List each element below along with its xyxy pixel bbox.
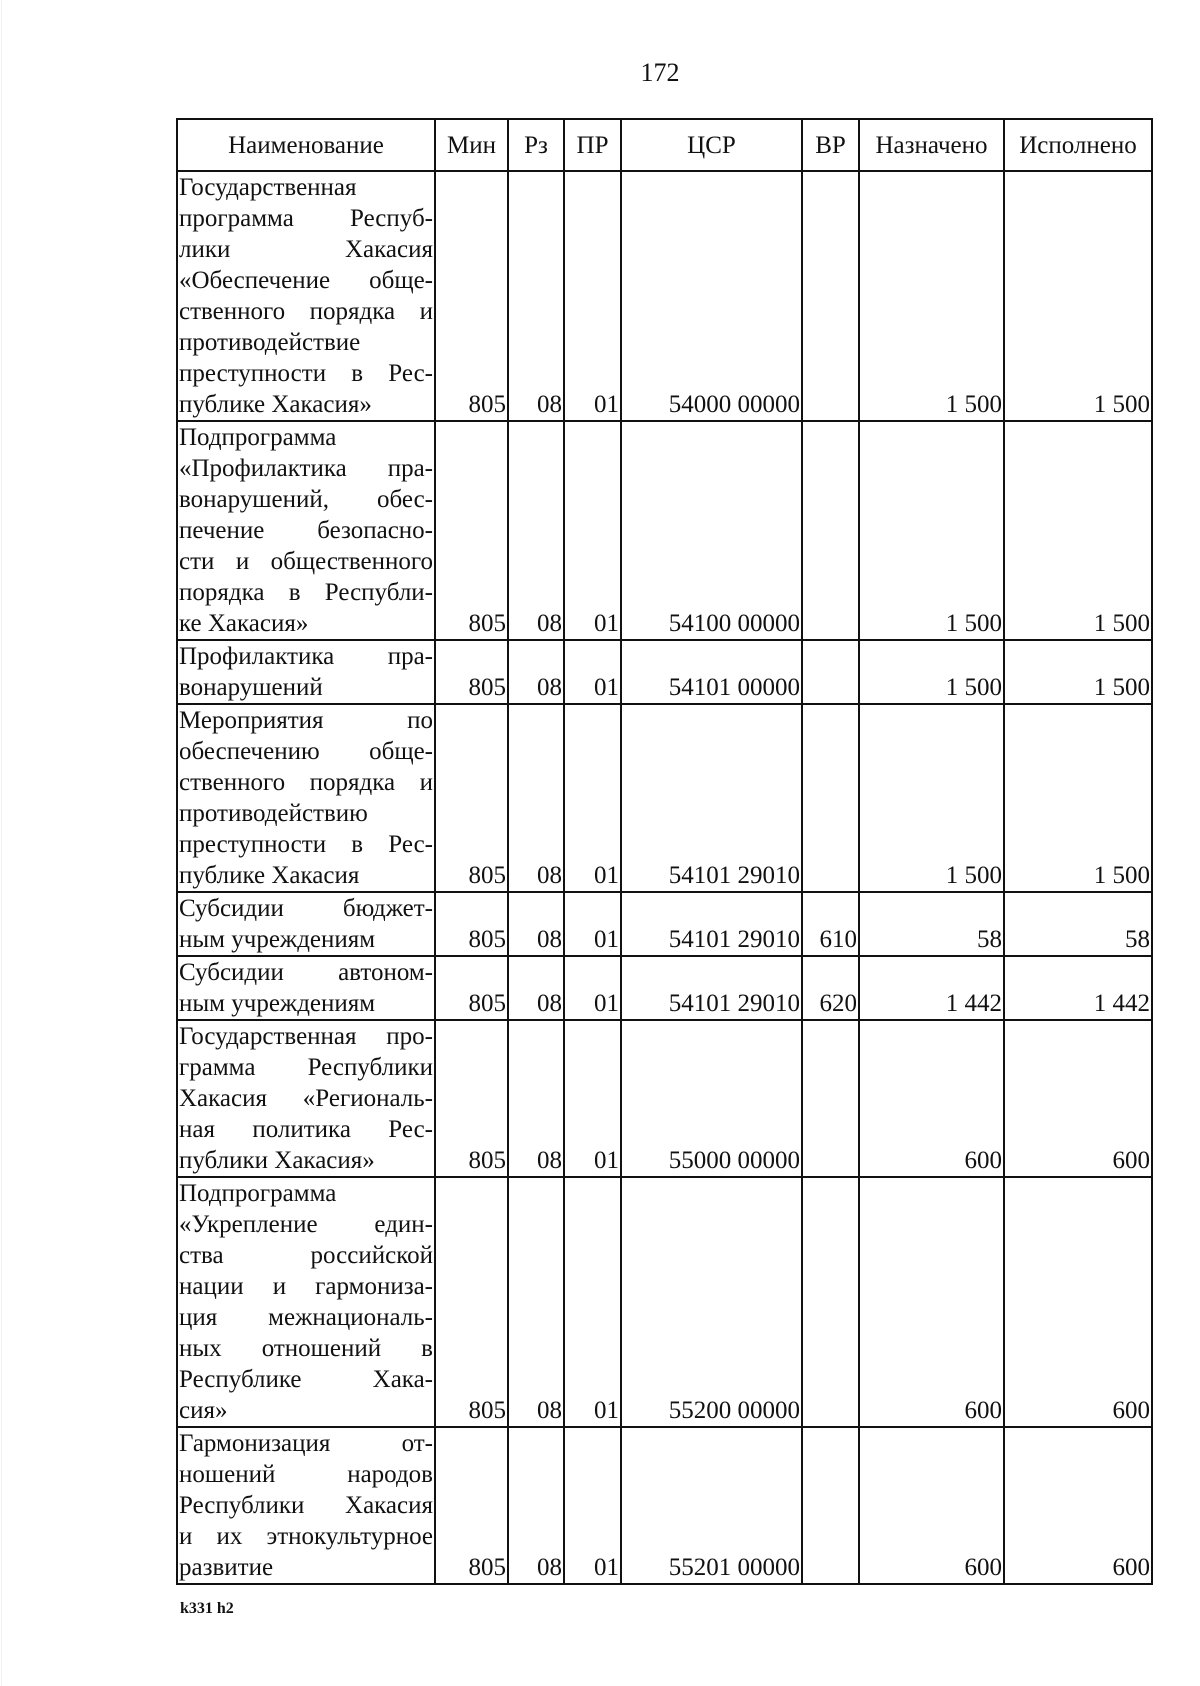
row-pr-cell: 01 <box>564 421 621 640</box>
row-name-line: Государственная <box>179 174 357 201</box>
row-pr-cell: 01 <box>564 892 621 956</box>
row-name-line: Республике Хака- <box>179 1366 433 1393</box>
row-vr-cell <box>802 1020 859 1177</box>
row-csr-cell: 54101 00000 <box>621 640 802 704</box>
header-pr: ПР <box>564 119 621 171</box>
row-rz-cell: 08 <box>508 1020 564 1177</box>
row-name-line: порядка в Республи- <box>179 579 433 606</box>
row-name-cell <box>177 640 435 704</box>
row-name-line: «Обеспечение обще- <box>179 267 433 294</box>
row-name-line: программа Респуб- <box>179 205 433 232</box>
row-rz-cell: 08 <box>508 640 564 704</box>
row-executed-cell: 1 500 <box>1004 640 1152 704</box>
row-name-line: Гармонизация от- <box>179 1430 433 1457</box>
row-pr-cell: 01 <box>564 640 621 704</box>
row-vr-cell <box>802 704 859 892</box>
row-name-line: ция межнациональ- <box>179 1304 433 1331</box>
row-name-line: Хакасия «Региональ- <box>179 1085 433 1112</box>
row-name-line: ственного порядка и <box>179 298 433 325</box>
row-name-line: сти и общественного <box>179 548 433 575</box>
row-name-line: ственного порядка и <box>179 769 433 796</box>
row-min-cell: 805 <box>435 956 508 1020</box>
table-row <box>177 1177 1152 1427</box>
row-name-line: обеспечению обще- <box>179 738 433 765</box>
table-row <box>177 421 1152 640</box>
row-name-line: вонарушений <box>179 674 323 701</box>
row-name-line: Профилактика пра- <box>179 643 433 670</box>
header-assigned: Назначено <box>859 119 1004 171</box>
table-row <box>177 1427 1152 1584</box>
row-min-cell: 805 <box>435 892 508 956</box>
row-vr-cell <box>802 1177 859 1427</box>
row-rz-cell: 08 <box>508 892 564 956</box>
row-name-line: противодействию <box>179 800 368 827</box>
row-name-cell <box>177 956 435 1020</box>
row-name-line: вонарушений, обес- <box>179 486 433 513</box>
row-vr-cell <box>802 171 859 421</box>
row-csr-cell: 54101 29010 <box>621 956 802 1020</box>
table-row <box>177 892 1152 956</box>
row-min-cell: 805 <box>435 171 508 421</box>
row-csr-cell: 55200 00000 <box>621 1177 802 1427</box>
header-vr: ВР <box>802 119 859 171</box>
row-assigned-cell: 1 500 <box>859 640 1004 704</box>
row-pr-cell: 01 <box>564 1427 621 1584</box>
row-name-line: ная политика Рес- <box>179 1116 433 1143</box>
row-pr-cell: 01 <box>564 956 621 1020</box>
row-csr-cell: 54101 29010 <box>621 892 802 956</box>
row-assigned-cell: 600 <box>859 1427 1004 1584</box>
row-csr-cell: 54101 29010 <box>621 704 802 892</box>
row-pr-cell: 01 <box>564 1020 621 1177</box>
row-pr-cell: 01 <box>564 1177 621 1427</box>
row-executed-cell: 58 <box>1004 892 1152 956</box>
row-vr-cell: 610 <box>802 892 859 956</box>
row-executed-cell: 1 500 <box>1004 421 1152 640</box>
row-min-cell: 805 <box>435 1177 508 1427</box>
row-assigned-cell: 600 <box>859 1177 1004 1427</box>
row-rz-cell: 08 <box>508 1177 564 1427</box>
table-header-row <box>177 119 1152 171</box>
row-name-line: публике Хакасия <box>179 862 360 889</box>
row-name-line: Мероприятия по <box>179 707 433 734</box>
row-executed-cell: 1 500 <box>1004 171 1152 421</box>
row-name-line: ным учреждениям <box>179 990 376 1017</box>
table-row <box>177 956 1152 1020</box>
row-executed-cell: 600 <box>1004 1020 1152 1177</box>
table-body <box>177 171 1152 1584</box>
row-executed-cell: 1 442 <box>1004 956 1152 1020</box>
row-csr-cell: 55201 00000 <box>621 1427 802 1584</box>
row-name-cell <box>177 1177 435 1427</box>
row-min-cell: 805 <box>435 1020 508 1177</box>
row-name-cell <box>177 171 435 421</box>
row-min-cell: 805 <box>435 421 508 640</box>
header-csr: ЦСР <box>621 119 802 171</box>
row-min-cell: 805 <box>435 640 508 704</box>
row-vr-cell: 620 <box>802 956 859 1020</box>
row-assigned-cell: 1 500 <box>859 421 1004 640</box>
footer-code: k331 h2 <box>180 1600 234 1617</box>
table-row <box>177 640 1152 704</box>
row-rz-cell: 08 <box>508 1427 564 1584</box>
row-name-line: Субсидии бюджет- <box>179 895 433 922</box>
table-row <box>177 171 1152 421</box>
row-name-line: Государственная про- <box>179 1023 433 1050</box>
row-rz-cell: 08 <box>508 956 564 1020</box>
row-assigned-cell: 1 500 <box>859 171 1004 421</box>
header-name: Наименование <box>177 119 435 171</box>
row-name-cell <box>177 1020 435 1177</box>
row-name-cell <box>177 892 435 956</box>
row-name-cell <box>177 1427 435 1584</box>
row-name-line: нации и гармониза- <box>179 1273 433 1300</box>
row-name-line: Подпрограмма <box>179 424 337 451</box>
row-assigned-cell: 600 <box>859 1020 1004 1177</box>
row-name-cell <box>177 704 435 892</box>
row-vr-cell <box>802 421 859 640</box>
row-name-line: развитие <box>179 1554 274 1581</box>
row-name-line: публики Хакасия» <box>179 1147 375 1174</box>
page-number: 172 <box>640 58 680 87</box>
row-name-line: ке Хакасия» <box>179 610 309 637</box>
row-name-line: и их этнокультурное <box>179 1523 433 1550</box>
header-rz: Рз <box>508 119 564 171</box>
row-name-line: лики Хакасия <box>179 236 433 263</box>
row-csr-cell: 54000 00000 <box>621 171 802 421</box>
scan-edge <box>1 0 2 1686</box>
row-name-line: ношений народов <box>179 1461 433 1488</box>
row-executed-cell: 600 <box>1004 1427 1152 1584</box>
row-name-line: публике Хакасия» <box>179 391 372 418</box>
row-min-cell: 805 <box>435 704 508 892</box>
row-name-line: Республики Хакасия <box>179 1492 433 1519</box>
row-name-line: преступности в Рес- <box>179 360 433 387</box>
row-pr-cell: 01 <box>564 704 621 892</box>
header-min: Мин <box>435 119 508 171</box>
row-name-line: грамма Республики <box>179 1054 433 1081</box>
row-executed-cell: 1 500 <box>1004 704 1152 892</box>
row-name-cell <box>177 421 435 640</box>
row-assigned-cell: 1 500 <box>859 704 1004 892</box>
row-name-line: противодействие <box>179 329 361 356</box>
row-assigned-cell: 1 442 <box>859 956 1004 1020</box>
row-csr-cell: 54100 00000 <box>621 421 802 640</box>
row-name-line: печение безопасно- <box>179 517 433 544</box>
table-row <box>177 704 1152 892</box>
header-executed: Исполнено <box>1004 119 1152 171</box>
row-vr-cell <box>802 1427 859 1584</box>
row-name-line: ным учреждениям <box>179 926 376 953</box>
row-assigned-cell: 58 <box>859 892 1004 956</box>
budget-table <box>176 118 1153 1585</box>
table-row <box>177 1020 1152 1177</box>
row-name-line: «Укрепление един- <box>179 1211 433 1238</box>
row-executed-cell: 600 <box>1004 1177 1152 1427</box>
row-vr-cell <box>802 640 859 704</box>
row-csr-cell: 55000 00000 <box>621 1020 802 1177</box>
row-name-line: Подпрограмма <box>179 1180 337 1207</box>
row-min-cell: 805 <box>435 1427 508 1584</box>
row-name-line: ства российской <box>179 1242 433 1269</box>
row-rz-cell: 08 <box>508 704 564 892</box>
row-name-line: Субсидии автоном- <box>179 959 433 986</box>
row-rz-cell: 08 <box>508 171 564 421</box>
row-pr-cell: 01 <box>564 171 621 421</box>
row-rz-cell: 08 <box>508 421 564 640</box>
row-name-line: ных отношений в <box>179 1335 433 1362</box>
row-name-line: сия» <box>179 1397 228 1424</box>
row-name-line: преступности в Рес- <box>179 831 433 858</box>
row-name-line: «Профилактика пра- <box>179 455 433 482</box>
